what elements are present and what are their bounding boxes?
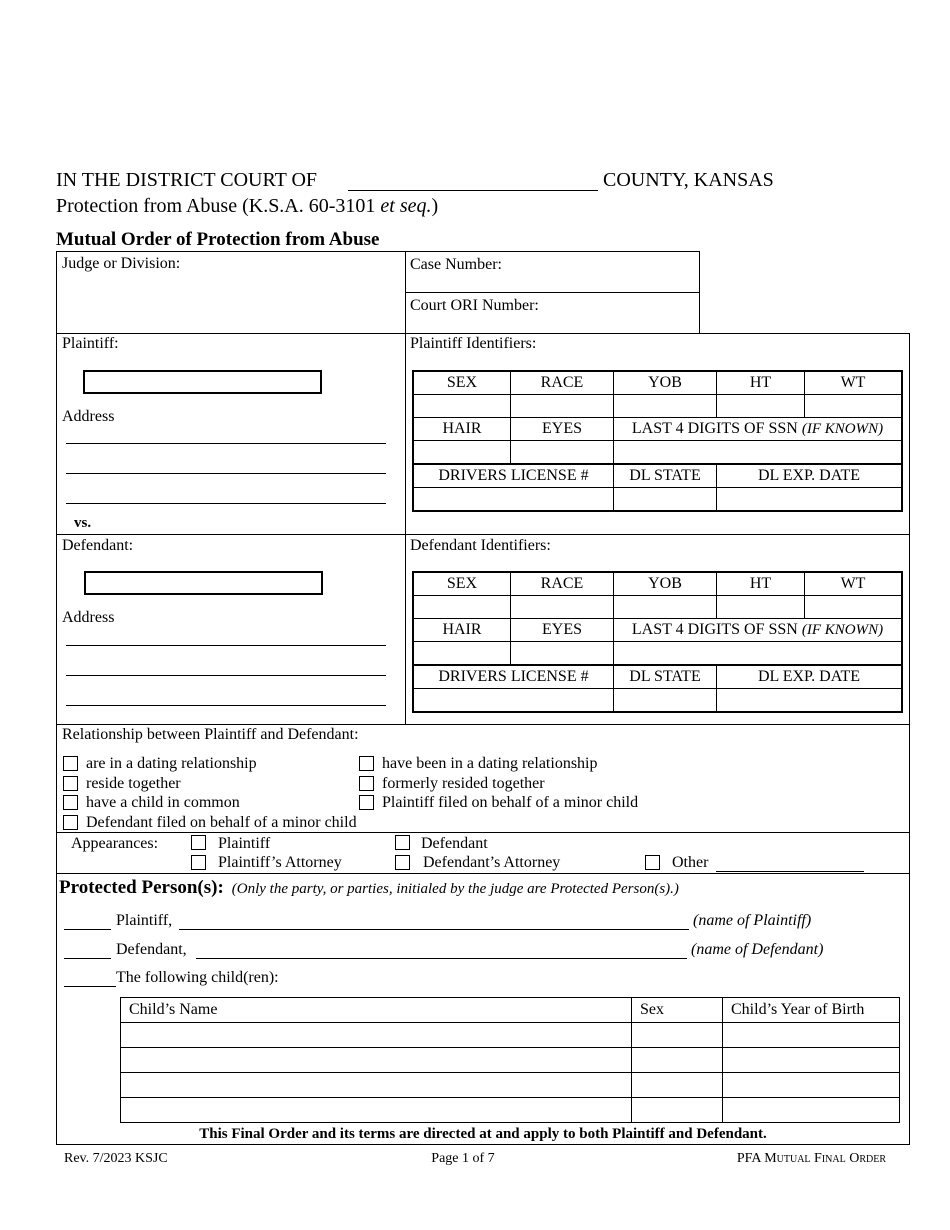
plaintiff-initial-blank[interactable] <box>64 929 111 930</box>
id-hair-cell[interactable] <box>413 441 511 465</box>
child-yob-cell[interactable] <box>723 1098 900 1123</box>
defendant-identifiers-table <box>412 571 903 713</box>
relationship-label: Relationship between Plaintiff and Defendant: <box>62 726 359 743</box>
id-dl-state-header: DL STATE <box>614 665 717 689</box>
case-divider <box>405 292 700 293</box>
child-yob-cell[interactable] <box>723 1023 900 1048</box>
protected-heading-line <box>59 877 679 899</box>
protected-divider <box>56 873 910 874</box>
defendant-address-label: Address <box>62 609 115 626</box>
case-number-label: Case Number: <box>410 256 502 273</box>
appearance-plaintiff-checkbox[interactable] <box>191 835 206 850</box>
id-yob-header: YOB <box>614 371 717 395</box>
plaintiff-identifiers-label: Plaintiff Identifiers: <box>410 335 537 352</box>
id-hair-header: HAIR <box>413 619 511 642</box>
appearance-defendant-attorney-label: Defendant’s Attorney <box>423 854 561 871</box>
id-sex-cell[interactable] <box>413 395 511 418</box>
relationship-child-label: have a child in common <box>86 794 240 811</box>
defendant-identifiers-label: Defendant Identifiers: <box>410 537 551 554</box>
appearance-defendant-label: Defendant <box>421 835 488 852</box>
appearance-plaintiff-attorney-label: Plaintiff’s Attorney <box>218 854 342 871</box>
relationship-plaintiff-minor-checkbox[interactable] <box>359 795 374 810</box>
protected-defendant-label: Defendant, <box>116 941 187 958</box>
id-race-header: RACE <box>511 371 614 395</box>
id-eyes-cell[interactable] <box>511 441 614 465</box>
id-ht-cell[interactable] <box>717 395 805 418</box>
id-sex-cell[interactable] <box>413 596 511 619</box>
table-row <box>121 1073 900 1098</box>
id-yob-header: YOB <box>614 572 717 596</box>
child-sex-cell[interactable] <box>632 1023 723 1048</box>
id-hair-header: HAIR <box>413 418 511 441</box>
form-title: Mutual Order of Protection from Abuse <box>56 229 380 250</box>
child-yob-header: Child’s Year of Birth <box>723 998 900 1023</box>
relationship-former-reside-checkbox[interactable] <box>359 776 374 791</box>
plaintiff-name-field[interactable] <box>83 370 322 394</box>
protected-defendant-name-line[interactable] <box>196 958 687 959</box>
id-dl-exp-cell[interactable] <box>717 488 903 512</box>
plaintiff-label: Plaintiff: <box>62 335 119 352</box>
child-yob-cell[interactable] <box>723 1048 900 1073</box>
protected-plaintiff-hint: (name of Plaintiff) <box>693 912 812 929</box>
id-dl-exp-header: DL EXP. DATE <box>717 464 903 488</box>
child-name-header: Child’s Name <box>121 998 632 1023</box>
protected-defendant-hint: (name of Defendant) <box>691 941 824 958</box>
statute-prefix: Protection from Abuse (K.S.A. 60-3101 <box>56 195 381 217</box>
id-ht-header: HT <box>717 371 805 395</box>
relationship-former-reside-label: formerly resided together <box>382 775 545 792</box>
id-dl-state-cell[interactable] <box>614 488 717 512</box>
statute-suffix: ) <box>431 195 439 217</box>
id-ssn-label: LAST 4 DIGITS OF SSN <box>631 420 802 437</box>
defendant-address-line-3[interactable] <box>66 705 386 706</box>
defendant-initial-blank[interactable] <box>64 958 111 959</box>
id-ssn-note: (IF KNOWN) <box>801 622 884 638</box>
footer-form-name: PFA Mutual Final Order <box>736 1151 886 1166</box>
table-row <box>121 1048 900 1073</box>
child-yob-cell[interactable] <box>723 1073 900 1098</box>
vs-label: vs. <box>74 515 92 531</box>
appearance-other-blank[interactable] <box>716 871 864 872</box>
defendant-address-line-2[interactable] <box>66 675 386 676</box>
child-sex-cell[interactable] <box>632 1098 723 1123</box>
id-sex-header: SEX <box>413 572 511 596</box>
child-sex-header: Sex <box>632 998 723 1023</box>
relationship-former-dating-checkbox[interactable] <box>359 756 374 771</box>
id-dl-header: DRIVERS LICENSE # <box>413 665 614 689</box>
statute-italic: et seq. <box>380 195 432 217</box>
table-row <box>121 1023 900 1048</box>
child-name-cell[interactable] <box>121 1073 632 1098</box>
child-name-cell[interactable] <box>121 1023 632 1048</box>
plaintiff-address-line-1[interactable] <box>66 443 386 444</box>
id-ssn-cell[interactable] <box>614 441 903 465</box>
child-name-cell[interactable] <box>121 1098 632 1123</box>
id-wt-header: WT <box>805 371 903 395</box>
court-ori-label: Court ORI Number: <box>410 297 539 314</box>
id-ssn-header <box>614 418 903 441</box>
relationship-former-dating-label: have been in a dating relationship <box>382 755 598 772</box>
plaintiff-defendant-divider <box>56 534 910 535</box>
defendant-label: Defendant: <box>62 537 134 554</box>
protected-plaintiff-name-line[interactable] <box>179 929 689 930</box>
plaintiff-address-line-2[interactable] <box>66 473 386 474</box>
id-ssn-header <box>614 619 903 642</box>
id-dl-state-header: DL STATE <box>614 464 717 488</box>
id-ssn-label: LAST 4 DIGITS OF SSN <box>631 621 802 638</box>
id-ht-header: HT <box>717 572 805 596</box>
id-dl-exp-header: DL EXP. DATE <box>717 665 903 689</box>
children-initial-blank[interactable] <box>64 986 116 987</box>
judge-label: Judge or Division: <box>62 255 181 272</box>
relationship-divider <box>56 724 910 725</box>
id-ht-cell[interactable] <box>717 596 805 619</box>
child-name-cell[interactable] <box>121 1048 632 1073</box>
id-eyes-header: EYES <box>511 619 614 642</box>
id-race-header: RACE <box>511 572 614 596</box>
id-eyes-header: EYES <box>511 418 614 441</box>
id-eyes-cell[interactable] <box>511 642 614 666</box>
defendant-name-field[interactable] <box>84 571 323 595</box>
id-wt-header: WT <box>805 572 903 596</box>
appearance-other-label: Other <box>672 854 709 871</box>
relationship-child-checkbox[interactable] <box>63 795 78 810</box>
table-row <box>121 1098 900 1123</box>
relationship-dating-label: are in a dating relationship <box>86 755 257 772</box>
appearance-other-checkbox[interactable] <box>645 855 660 870</box>
id-dl-cell[interactable] <box>413 689 614 713</box>
relationship-reside-label: reside together <box>86 775 181 792</box>
id-hair-cell[interactable] <box>413 642 511 666</box>
appearance-defendant-checkbox[interactable] <box>395 835 410 850</box>
id-dl-state-cell[interactable] <box>614 689 717 713</box>
child-sex-cell[interactable] <box>632 1048 723 1073</box>
appearance-plaintiff-attorney-checkbox[interactable] <box>191 855 206 870</box>
id-dl-exp-cell[interactable] <box>717 689 903 713</box>
relationship-defendant-minor-checkbox[interactable] <box>63 815 78 830</box>
statute-line <box>56 195 438 218</box>
id-wt-cell[interactable] <box>805 395 903 418</box>
relationship-dating-checkbox[interactable] <box>63 756 78 771</box>
relationship-reside-checkbox[interactable] <box>63 776 78 791</box>
id-ssn-cell[interactable] <box>614 642 903 666</box>
protected-heading: Protected Person(s): <box>59 877 224 898</box>
appearances-label: Appearances: <box>71 835 159 852</box>
id-ssn-note: (IF KNOWN) <box>801 421 884 437</box>
appearances-divider <box>56 832 910 833</box>
court-line-left: IN THE DISTRICT COURT OF <box>56 169 318 191</box>
plaintiff-address-label: Address <box>62 408 115 425</box>
footer-page: Page 1 of 7 <box>431 1151 495 1166</box>
child-sex-cell[interactable] <box>632 1073 723 1098</box>
county-blank[interactable] <box>348 190 598 191</box>
id-yob-cell[interactable] <box>614 596 717 619</box>
id-race-cell[interactable] <box>511 395 614 418</box>
id-sex-header: SEX <box>413 371 511 395</box>
final-order-note: This Final Order and its terms are directed at and apply to both Plaintiff and Defendant. <box>199 1126 767 1142</box>
id-race-cell[interactable] <box>511 596 614 619</box>
plaintiff-address-line-3[interactable] <box>66 503 386 504</box>
relationship-plaintiff-minor-label: Plaintiff filed on behalf of a minor child <box>382 794 639 811</box>
id-yob-cell[interactable] <box>614 395 717 418</box>
appearance-defendant-attorney-checkbox[interactable] <box>395 855 410 870</box>
relationship-defendant-minor-label: Defendant filed on behalf of a minor child <box>86 814 357 831</box>
id-wt-cell[interactable] <box>805 596 903 619</box>
footer-revision: Rev. 7/2023 KSJC <box>64 1151 168 1166</box>
plaintiff-identifiers-table <box>412 370 903 512</box>
appearance-plaintiff-label: Plaintiff <box>218 835 271 852</box>
defendant-address-line-1[interactable] <box>66 645 386 646</box>
id-dl-cell[interactable] <box>413 488 614 512</box>
protected-children-label: The following child(ren): <box>116 969 279 986</box>
court-line-right: COUNTY, KANSAS <box>603 169 774 191</box>
children-table <box>120 997 900 1123</box>
party-column-divider <box>405 333 406 724</box>
protected-note: (Only the party, or parties, initialed by the judge are Protected Person(s).) <box>231 881 679 897</box>
protected-plaintiff-label: Plaintiff, <box>116 912 173 929</box>
id-dl-header: DRIVERS LICENSE # <box>413 464 614 488</box>
